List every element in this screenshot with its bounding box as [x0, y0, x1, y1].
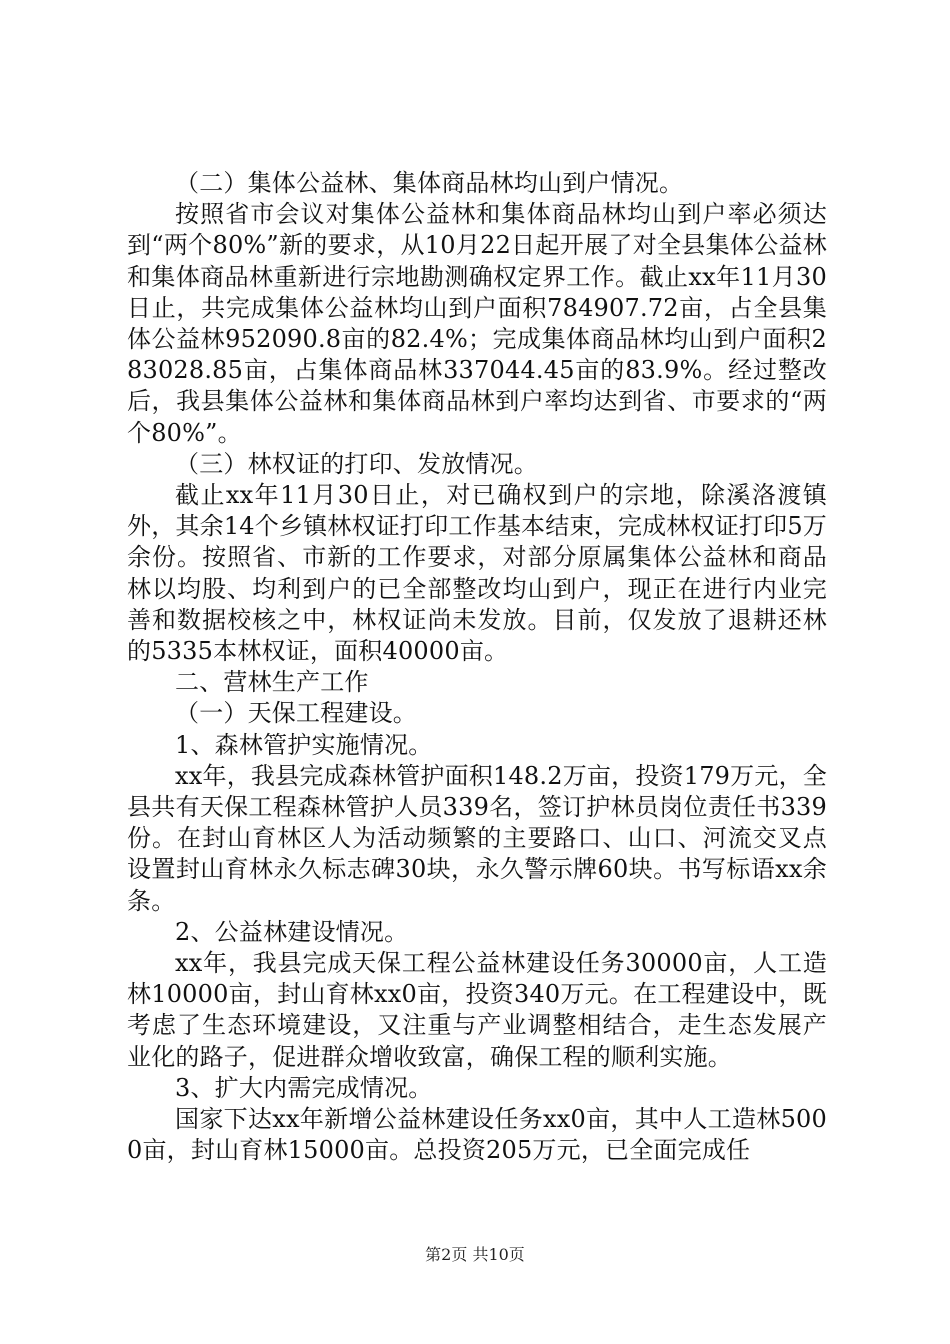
- section-heading-afforestation: 二、营林生产工作: [175, 668, 369, 697]
- subheading-forest-management: 1、森林管护实施情况。: [175, 730, 433, 759]
- paragraph-public-welfare-forest: xx年，我县完成天保工程公益林建设任务30000亩，人工造林10000亩，封山育林xx0亩，投资340万元。在工程建设中，既考虑了生态环境建设，又注重与产业调整相结合，走生态发展产业化的路子，促进群众增收致富，确保工程的顺利实施。: [127, 949, 827, 1071]
- document-body: [127, 168, 827, 1167]
- page-footer: 第2页 共10页: [425, 1245, 525, 1264]
- subheading-domestic-demand: 3、扩大内需完成情况。: [175, 1073, 433, 1102]
- paragraph-forest-certificate-progress: 截止xx年11月30日止，对已确权到户的宗地，除溪洛渡镇外，其余14个乡镇林权证打印工作基本结束，完成林权证打印5万余份。按照省、市新的工作要求，对部分原属集体公益林和商品林以均股、均利到户的已全部整改均山到户，现正在进行内业完善和数据校核之中，林权证尚未发放。目前，仅发放了退耕还林的5335本林权证，面积40000亩。: [127, 481, 827, 666]
- subheading-public-welfare-forest: 2、公益林建设情况。: [175, 917, 409, 946]
- section-heading-collective-forest: （二）集体公益林、集体商品林均山到户情况。: [175, 169, 684, 197]
- paragraph-domestic-demand: 国家下达xx年新增公益林建设任务xx0亩，其中人工造林5000亩，封山育林15000亩。总投资205万元，已全面完成任: [127, 1105, 827, 1165]
- paragraph-collective-forest-progress: 按照省市会议对集体公益林和集体商品林均山到户率必须达到“两个80%”新的要求，从10月22日起开展了对全县集体公益林和集体商品林重新进行宗地勘测确权定界工作。截止xx年11月30日止，共完成集体公益林均山到户面积784907.72亩，占全县集体公益林952090.8亩的82.4%；完成集体商品林均山到户面积283028.85亩，占集体商品林337044.45亩的83.9%。经过整改后，我县集体公益林和集体商品林到户率均达到省、市要求的“两个80%”。: [127, 200, 827, 447]
- subheading-natural-forest-protection: （一）天保工程建设。: [175, 699, 417, 728]
- paragraph-forest-management: xx年，我县完成森林管护面积148.2万亩，投资179万元，全县共有天保工程森林管护人员339名，签订护林员岗位责任书339份。在封山育林区人为活动频繁的主要路口、山口、河流交叉点设置封山育林永久标志碑30块，永久警示牌60块。书写标语xx余条。: [127, 761, 827, 915]
- section-heading-forest-certificate: （三）林权证的打印、发放情况。: [175, 449, 538, 478]
